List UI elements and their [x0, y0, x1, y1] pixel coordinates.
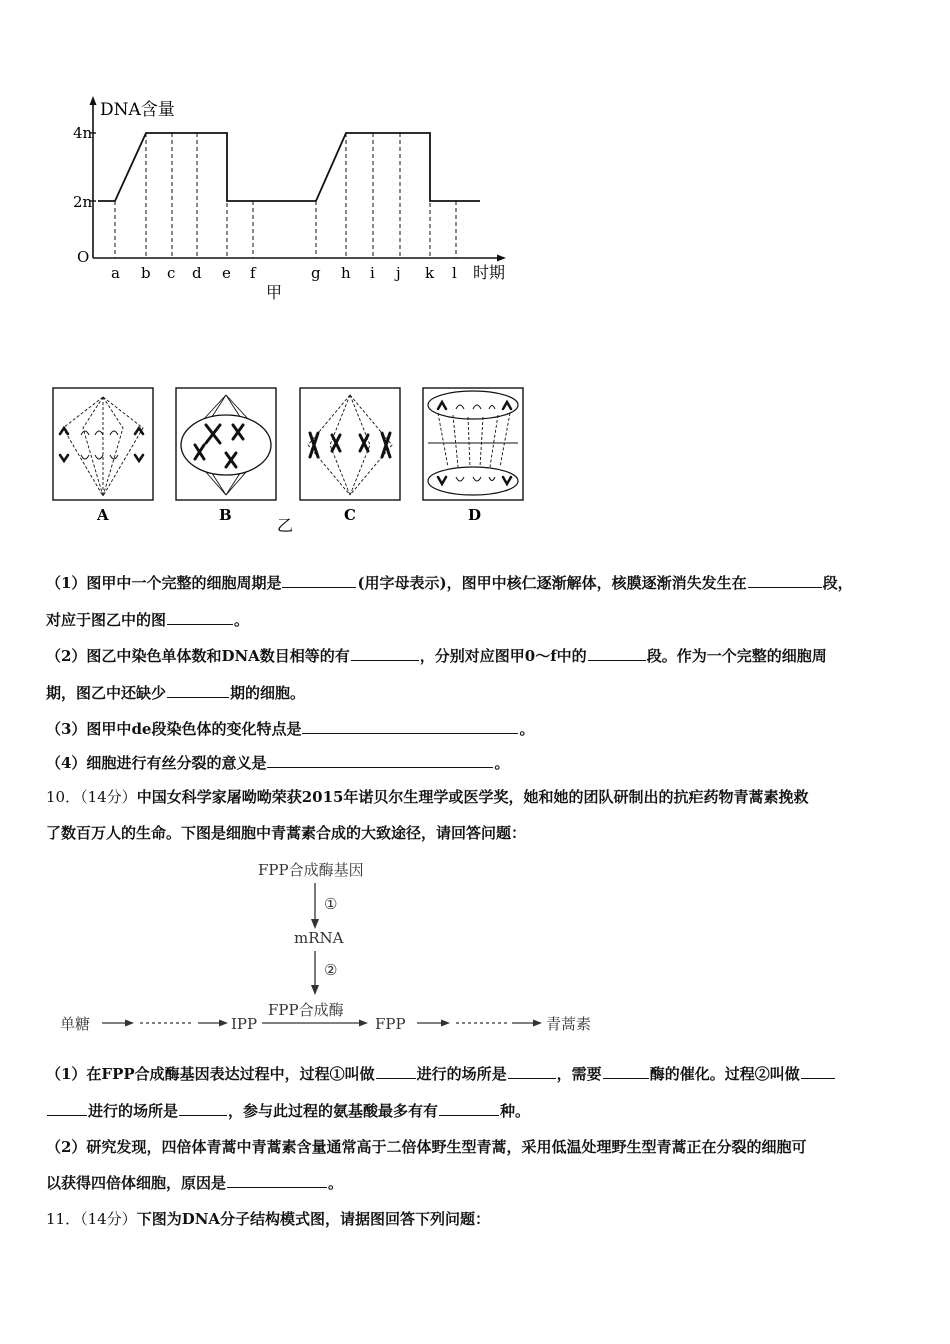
x-tick-d: d	[192, 264, 202, 282]
arrow-right-icon	[359, 1020, 368, 1027]
mrna-label: mRNA	[294, 929, 344, 947]
x-tick-i: i	[370, 264, 375, 282]
x-tick-e: e	[222, 264, 231, 282]
cell-label-d: D	[468, 506, 482, 524]
y-tick-2n: 2n	[73, 193, 93, 211]
cell-b	[176, 388, 276, 500]
q9-part2-line1: （2）图乙中染色单体数和DNA数目相等的有 ，分别对应图甲0～f中的 段。作为一个完整的细胞周	[46, 647, 827, 665]
q9-part1-line2: 对应于图乙中的图 。	[46, 611, 250, 629]
q10-part2-line2: 以获得四倍体细胞，原因是 。	[46, 1174, 344, 1192]
gene-label: FPP合成酶基因	[258, 861, 364, 879]
answer-blank[interactable]	[439, 1115, 499, 1116]
enzyme-label: FPP合成酶	[268, 1001, 344, 1019]
x-tick-a: a	[111, 264, 120, 282]
question-number: 10．	[46, 788, 81, 806]
graph-caption: 甲	[266, 283, 283, 302]
answer-blank[interactable]	[302, 733, 518, 734]
cells-yi	[48, 383, 538, 543]
cell-label-b: B	[219, 506, 232, 524]
answer-blank[interactable]	[47, 1115, 87, 1116]
answer-blank[interactable]	[167, 697, 229, 698]
origin-label: O	[77, 248, 90, 266]
q10-part1-line1: （1）在FPP合成酶基因表达过程中，过程①叫做 进行的场所是 ，需要 酶的催化。过程②叫做	[46, 1063, 836, 1084]
answer-blank[interactable]	[801, 1078, 835, 1079]
sugar-label: 单糖	[60, 1015, 91, 1033]
answer-blank[interactable]	[351, 660, 419, 661]
answer-blank[interactable]	[376, 1078, 416, 1079]
x-tick-g: g	[311, 264, 321, 282]
x-tick-k: k	[425, 264, 435, 282]
q10-stem-line1: 10．（14分）中国女科学家屠呦呦荣获2015年诺贝尔生理学或医学奖，她和她的团队研制出的抗疟药物青蒿素挽救	[46, 788, 809, 806]
q10-part2-line1: （2）研究发现，四倍体青蒿中青蒿素含量通常高于二倍体野生型青蒿，采用低温处理野生型青蒿正在分裂的细胞可	[46, 1138, 807, 1156]
answer-blank[interactable]	[748, 587, 822, 588]
arrow-right-icon	[441, 1020, 450, 1027]
cell-label-a: A	[97, 506, 109, 524]
arrow-right-icon	[125, 1020, 134, 1027]
cell-d	[423, 388, 523, 500]
cells-caption: 乙	[277, 516, 294, 535]
q9-part1-line1: （1）图甲中一个完整的细胞周期是 (用字母表示)，图甲中核仁逐渐解体，核膜逐渐消失发生在 段，	[46, 574, 853, 592]
x-axis-arrow-icon	[497, 255, 506, 262]
q11-stem: 11．（14分）下图为DNA分子结构模式图，请据图回答下列问题：	[46, 1210, 491, 1228]
x-tick-l: l	[452, 264, 457, 282]
question-score: （14分）	[80, 788, 137, 806]
answer-blank[interactable]	[508, 1078, 556, 1079]
x-axis-label: 时期	[473, 263, 506, 282]
arrow-down-icon	[311, 919, 319, 929]
fpp-label: FPP	[375, 1015, 406, 1033]
x-tick-h: h	[341, 264, 351, 282]
answer-blank[interactable]	[267, 767, 493, 768]
arrow-right-icon	[533, 1020, 542, 1027]
q10-part1-line2: 进行的场所是 ，参与此过程的氨基酸最多有有 种。	[46, 1100, 530, 1121]
y-axis-label: DNA含量	[100, 100, 175, 120]
q10-stem-line2: 了数百万人的生命。下图是细胞中青蒿素合成的大致途径，请回答问题：	[46, 824, 527, 842]
y-axis-arrow-icon	[90, 96, 97, 105]
answer-blank[interactable]	[603, 1078, 649, 1079]
answer-blank[interactable]	[167, 624, 233, 625]
dna-content-line	[98, 133, 480, 201]
q9-part2-line2: 期，图乙中还缺少 期的细胞。	[46, 684, 306, 702]
x-tick-f: f	[250, 264, 256, 282]
x-tick-c: c	[167, 264, 176, 282]
cell-c	[300, 388, 400, 500]
product-label: 青蒿素	[546, 1015, 592, 1033]
x-tick-j: j	[396, 264, 401, 282]
step2-label: ②	[324, 961, 338, 979]
graph-jia	[60, 90, 530, 305]
graph-dashed-guides	[115, 133, 456, 258]
arrow-down-icon	[311, 985, 319, 995]
cell-label-c: C	[344, 506, 356, 524]
answer-blank[interactable]	[282, 587, 356, 588]
artemisinin-pathway-diagram	[50, 855, 610, 1040]
q9-part4: （4）细胞进行有丝分裂的意义是 。	[46, 754, 510, 772]
question-score: （14分）	[80, 1210, 137, 1228]
q9-part3: （3）图甲中de段染色体的变化特点是 。	[46, 720, 535, 738]
x-tick-b: b	[141, 264, 151, 282]
step1-label: ①	[324, 895, 338, 913]
y-tick-4n: 4n	[73, 124, 93, 142]
ipp-label: IPP	[231, 1015, 258, 1033]
cell-a	[53, 388, 153, 500]
question-number: 11．	[46, 1210, 81, 1228]
arrow-right-icon	[219, 1020, 228, 1027]
answer-blank[interactable]	[227, 1187, 327, 1188]
answer-blank[interactable]	[588, 660, 646, 661]
answer-blank[interactable]	[179, 1115, 227, 1116]
